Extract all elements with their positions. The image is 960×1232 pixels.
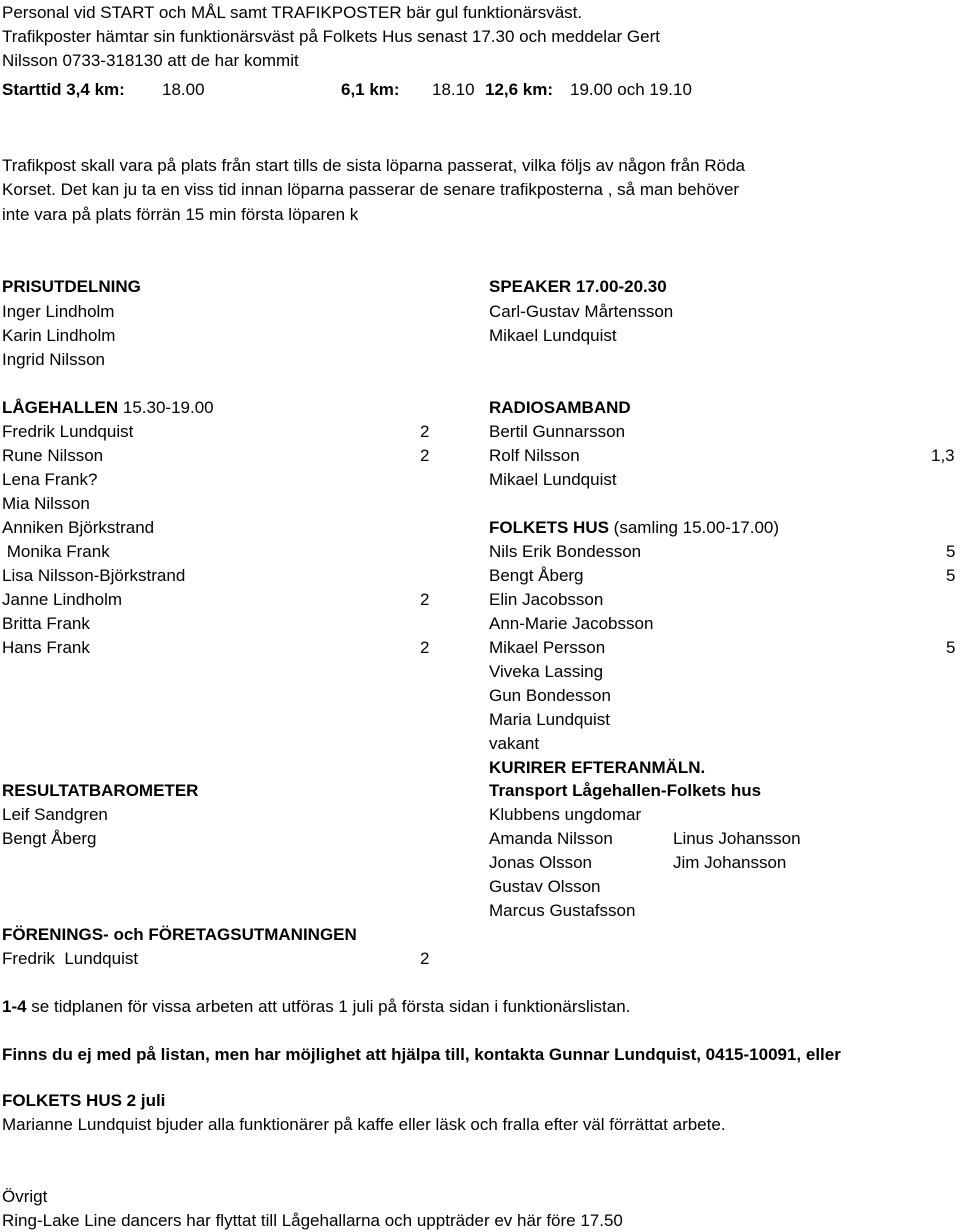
intro-line-2: Trafikposter hämtar sin funktionärsväst på Folkets Hus senast 17.30 och meddelar Gert [2, 27, 660, 46]
transport-name: Gustav Olsson [489, 877, 601, 896]
lagehallen-name: Hans Frank [2, 638, 90, 657]
traffic-note-line-3: inte vara på plats förrän 15 min första löparen k [2, 205, 359, 224]
lagehallen-heading-bold: LÅGEHALLEN [2, 398, 119, 417]
intro-line-1: Personal vid START och MÅL samt TRAFIKPOSTER bär gul funktionärsväst. [2, 3, 583, 22]
footnote-text: se tidplanen för vissa arbeten att utföras 1 juli på första sidan i funktionärslistan. [26, 997, 631, 1016]
lagehallen-name: Rune Nilsson [2, 446, 104, 465]
transport-heading: Transport Lågehallen-Folkets hus [489, 781, 762, 800]
radiosamband-name: Rolf Nilsson [489, 446, 580, 465]
folkets-hus-heading-time: (samling 15.00-17.00) [608, 518, 780, 537]
start-time-3: 19.00 och 19.10 [570, 80, 692, 99]
start-label: Starttid 3,4 km: [2, 80, 125, 99]
start-time-2: 18.10 [432, 80, 475, 99]
radiosamband-num: 1,3 [931, 446, 955, 465]
speaker-heading: SPEAKER 17.00-20.30 [489, 277, 667, 296]
folkets-hus-heading-bold: FOLKETS HUS [489, 518, 609, 537]
intro-line-3: Nilsson 0733-318130 att de har kommit [2, 51, 299, 70]
lagehallen-name: Lisa Nilsson-Björkstrand [2, 566, 186, 585]
lagehallen-name: Lena Frank? [2, 470, 98, 489]
ovrigt-heading: Övrigt [2, 1187, 48, 1206]
kurirer-heading: KURIRER EFTERANMÄLN. [489, 758, 706, 777]
transport-name: Amanda Nilsson [489, 829, 613, 848]
lagehallen-num: 2 [420, 446, 430, 465]
lagehallen-name: Janne Lindholm [2, 590, 123, 609]
lagehallen-name: Mia Nilsson [2, 494, 90, 513]
lagehallen-name: Anniken Björkstrand [2, 518, 155, 537]
folkets-hus-name: Mikael Persson [489, 638, 606, 657]
start-times [2, 80, 692, 100]
folkets-hus-name: Gun Bondesson [489, 686, 611, 705]
footnote-ref: 1-4 [2, 997, 27, 1016]
footnote [2, 997, 630, 1017]
foreningsutmaningen-num: 2 [420, 949, 430, 968]
traffic-note-line-2: Korset. Det kan ju ta en viss tid innan löparna passerar de senare trafikposterna , så man behöver [2, 180, 740, 199]
folkets-hus-name: Ann-Marie Jacobsson [489, 614, 654, 633]
prisutdelning-heading: PRISUTDELNING [2, 277, 141, 296]
prisutdelning-name: Karin Lindholm [2, 326, 116, 345]
radiosamband-name: Mikael Lundquist [489, 470, 617, 489]
folkets-hus-name: Elin Jacobsson [489, 590, 604, 609]
lagehallen-num: 2 [420, 590, 430, 609]
radiosamband-heading: RADIOSAMBAND [489, 398, 631, 417]
resultatbarometer-name: Leif Sandgren [2, 805, 108, 824]
foreningsutmaningen-name: Fredrik Lundquist [2, 949, 139, 968]
contact-text: Finns du ej med på listan, men har möjlighet att hjälpa till, kontakta Gunnar Lundquist, 0415-10091, eller [2, 1045, 841, 1064]
lagehallen-num: 2 [420, 422, 430, 441]
folkets-hus-num: 5 [946, 638, 956, 657]
traffic-note-line-1: Trafikpost skall vara på plats från start tills de sista löparna passerat, vilka följs av någon från Röda [2, 156, 746, 175]
lagehallen-num: 2 [420, 638, 430, 657]
lagehallen-name: Britta Frank [2, 614, 90, 633]
resultatbarometer-name: Bengt Åberg [2, 829, 97, 848]
prisutdelning-name: Ingrid Nilsson [2, 350, 105, 369]
resultatbarometer-heading: RESULTATBAROMETER [2, 781, 199, 800]
folkets-hus-heading [489, 518, 779, 538]
foreningsutmaningen-heading: FÖRENINGS- och FÖRETAGSUTMANINGEN [2, 925, 357, 944]
ovrigt-text: Ring-Lake Line dancers har flyttat till Lågehallarna och uppträder ev här före 17.50 [2, 1211, 623, 1230]
folkets-hus-name: Viveka Lassing [489, 662, 604, 681]
start-label-3: 12,6 km: [485, 80, 554, 99]
lagehallen-heading [2, 398, 214, 418]
lagehallen-heading-time: 15.30-19.00 [118, 398, 214, 417]
start-time-1: 18.00 [162, 80, 205, 99]
folkets-hus-name: Nils Erik Bondesson [489, 542, 642, 561]
prisutdelning-name: Inger Lindholm [2, 302, 115, 321]
folkets-hus-num: 5 [946, 542, 956, 561]
lagehallen-name: Fredrik Lundquist [2, 422, 134, 441]
transport-name: Marcus Gustafsson [489, 901, 636, 920]
folkets-hus-name: Bengt Åberg [489, 566, 584, 585]
transport-name: Jonas Olsson [489, 853, 592, 872]
folkets-hus-name: vakant [489, 734, 540, 753]
radiosamband-name: Bertil Gunnarsson [489, 422, 626, 441]
folkets-hus-name: Maria Lundquist [489, 710, 610, 729]
folkets-hus-juli-heading: FOLKETS HUS 2 juli [2, 1091, 166, 1110]
transport-subheading: Klubbens ungdomar [489, 805, 642, 824]
lagehallen-name: Monika Frank [2, 542, 110, 561]
speaker-name: Mikael Lundquist [489, 326, 617, 345]
start-label-2: 6,1 km: [341, 80, 400, 99]
transport-name: Linus Johansson [673, 829, 801, 848]
transport-name: Jim Johansson [673, 853, 787, 872]
speaker-name: Carl-Gustav Mårtensson [489, 302, 674, 321]
folkets-hus-num: 5 [946, 566, 956, 585]
folkets-hus-juli-text: Marianne Lundquist bjuder alla funktionärer på kaffe eller läsk och fralla efter väl förrättat arbete. [2, 1115, 726, 1134]
